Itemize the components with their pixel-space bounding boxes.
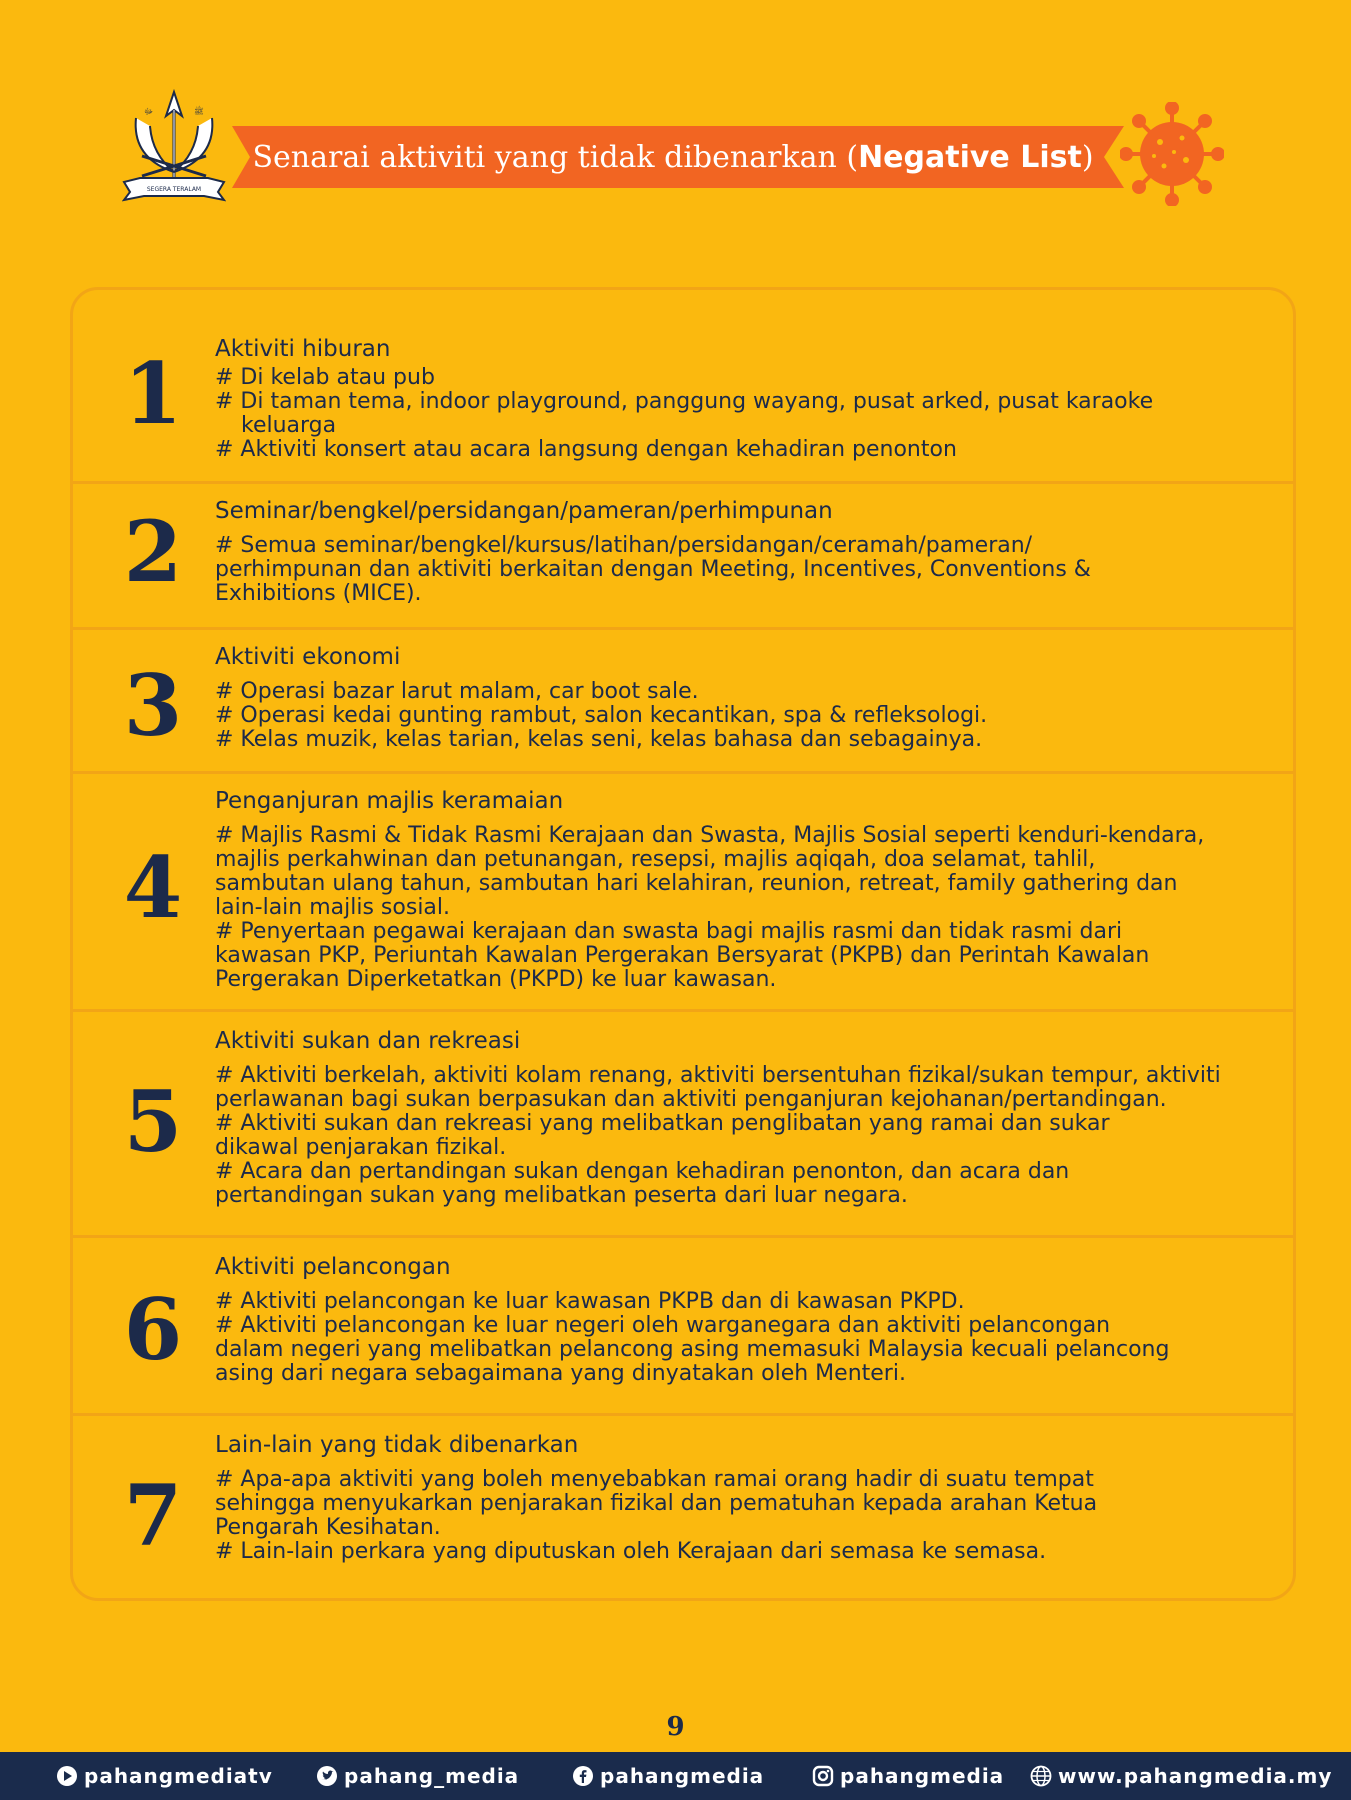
item-line: # Kelas muzik, kelas tarian, kelas seni, kelas bahasa dan sebagainya. xyxy=(215,727,983,752)
list-item xyxy=(73,1009,1293,1235)
item-line: dalam negeri yang melibatkan pelancong asing memasuki Malaysia kecuali pelancong xyxy=(215,1337,1170,1362)
item-title: Lain-lain yang tidak dibenarkan xyxy=(215,1432,579,1458)
item-line: perhimpunan dan aktiviti berkaitan dengan Meeting, Incentives, Conventions & xyxy=(215,557,1091,582)
item-number: 1 xyxy=(123,344,183,443)
item-line: # Di kelab atau pub xyxy=(215,365,435,390)
youtube-handle: pahangmediatv xyxy=(84,1764,273,1788)
list-item xyxy=(73,1413,1293,1598)
item-line: Pengarah Kesihatan. xyxy=(215,1515,441,1540)
youtube-link[interactable] xyxy=(56,1752,273,1800)
item-line: dikawal penjarakan fizikal. xyxy=(215,1135,507,1160)
list-item xyxy=(73,481,1293,627)
item-title: Aktiviti sukan dan rekreasi xyxy=(215,1028,521,1054)
item-number: 7 xyxy=(123,1466,183,1565)
page-title-prefix: Senarai aktiviti yang tidak dibenarkan ( xyxy=(252,139,859,175)
instagram-handle: pahangmedia xyxy=(840,1764,1005,1788)
item-number: 3 xyxy=(123,656,183,755)
item-line: # Aktiviti konsert atau acara langsung dengan kehadiran penonton xyxy=(215,437,957,462)
website-url: www.pahangmedia.my xyxy=(1058,1764,1333,1788)
virus-icon xyxy=(1120,102,1224,206)
item-line: # Aktiviti berkelah, aktiviti kolam renang, aktiviti bersentuhan fizikal/sukan tempur, aktiviti xyxy=(215,1063,1221,1088)
item-number: 6 xyxy=(123,1280,183,1379)
item-line: # Majlis Rasmi & Tidak Rasmi Kerajaan dan Swasta, Majlis Sosial seperti kenduri-kendara, xyxy=(215,823,1205,848)
social-footer xyxy=(0,1752,1351,1800)
item-line: keluarga xyxy=(241,413,337,438)
facebook-icon xyxy=(572,1765,594,1787)
item-line: perlawanan bagi sukan berpasukan dan aktiviti penganjuran kejohanan/pertandingan. xyxy=(215,1087,1167,1112)
negative-list-card xyxy=(70,287,1296,1601)
item-line: asing dari negara sebagaimana yang dinyatakan oleh Menteri. xyxy=(215,1361,906,1386)
item-line: # Lain-lain perkara yang diputuskan oleh Kerajaan dari semasa ke semasa. xyxy=(215,1539,1047,1564)
item-number: 2 xyxy=(123,502,183,601)
item-title: Aktiviti hiburan xyxy=(215,336,391,362)
item-line: # Aktiviti pelancongan ke luar negeri oleh warganegara dan aktiviti pelancongan xyxy=(215,1313,1111,1338)
svg-text:ﷻ: ﷻ xyxy=(144,107,154,116)
instagram-icon xyxy=(812,1765,834,1787)
page-title-bold: Negative List xyxy=(858,139,1082,175)
list-item xyxy=(73,627,1293,771)
state-crest-logo xyxy=(122,88,226,206)
twitter-handle: pahang_media xyxy=(344,1764,520,1788)
svg-text:ﷺ: ﷺ xyxy=(194,107,204,116)
item-number: 5 xyxy=(123,1072,183,1171)
twitter-link[interactable] xyxy=(316,1752,519,1800)
item-title: Seminar/bengkel/persidangan/pameran/perhimpunan xyxy=(215,498,833,524)
youtube-icon xyxy=(56,1765,78,1787)
item-number: 4 xyxy=(123,838,183,937)
twitter-icon xyxy=(316,1765,338,1787)
globe-icon xyxy=(1030,1765,1052,1787)
item-title: Aktiviti ekonomi xyxy=(215,644,401,670)
title-banner xyxy=(232,126,1124,188)
website-link[interactable] xyxy=(1030,1752,1332,1800)
crest-ribbon-text: SEGERA TERALAM xyxy=(146,186,202,193)
item-line: Exhibitions (MICE). xyxy=(215,581,422,606)
item-line: # Apa-apa aktiviti yang boleh menyebabkan ramai orang hadir di suatu tempat xyxy=(215,1467,1094,1492)
page-title-suffix: ) xyxy=(1081,139,1094,175)
item-line: lain-lain majlis sosial. xyxy=(215,895,451,920)
item-line: # Aktiviti pelancongan ke luar kawasan PKPB dan di kawasan PKPD. xyxy=(215,1289,965,1314)
item-line: sehingga menyukarkan penjarakan fizikal dan pematuhan kepada arahan Ketua xyxy=(215,1491,1098,1516)
list-item xyxy=(73,1235,1293,1413)
item-line: kawasan PKP, Periuntah Kawalan Pergerakan Bersyarat (PKPB) dan Perintah Kawalan xyxy=(215,943,1150,968)
item-line: # Semua seminar/bengkel/kursus/latihan/persidangan/ceramah/pameran/ xyxy=(215,533,1033,558)
item-line: sambutan ulang tahun, sambutan hari kelahiran, reunion, retreat, family gathering dan xyxy=(215,871,1178,896)
item-title: Penganjuran majlis keramaian xyxy=(215,788,564,814)
item-line: Pergerakan Diperketatkan (PKPD) ke luar kawasan. xyxy=(215,967,777,992)
page-title xyxy=(252,126,1094,188)
item-line: pertandingan sukan yang melibatkan peserta dari luar negara. xyxy=(215,1183,908,1208)
item-line: # Acara dan pertandingan sukan dengan kehadiran penonton, dan acara dan xyxy=(215,1159,1070,1184)
item-line: majlis perkahwinan dan petunangan, resepsi, majlis aqiqah, doa selamat, tahlil, xyxy=(215,847,1096,872)
item-line: # Penyertaan pegawai kerajaan dan swasta bagi majlis rasmi dan tidak rasmi dari xyxy=(215,919,1123,944)
list-item xyxy=(73,290,1293,481)
item-line: # Di taman tema, indoor playground, panggung wayang, pusat arked, pusat karaoke xyxy=(215,389,1154,414)
item-title: Aktiviti pelancongan xyxy=(215,1254,451,1280)
list-item xyxy=(73,771,1293,1009)
instagram-link[interactable] xyxy=(812,1752,1004,1800)
facebook-handle: pahangmedia xyxy=(600,1764,765,1788)
item-line: # Aktiviti sukan dan rekreasi yang melibatkan penglibatan yang ramai dan sukar xyxy=(215,1111,1110,1136)
facebook-link[interactable] xyxy=(572,1752,764,1800)
page-number: 9 xyxy=(666,1712,685,1742)
item-line: # Operasi kedai gunting rambut, salon kecantikan, spa & refleksologi. xyxy=(215,703,988,728)
item-line: # Operasi bazar larut malam, car boot sale. xyxy=(215,679,699,704)
